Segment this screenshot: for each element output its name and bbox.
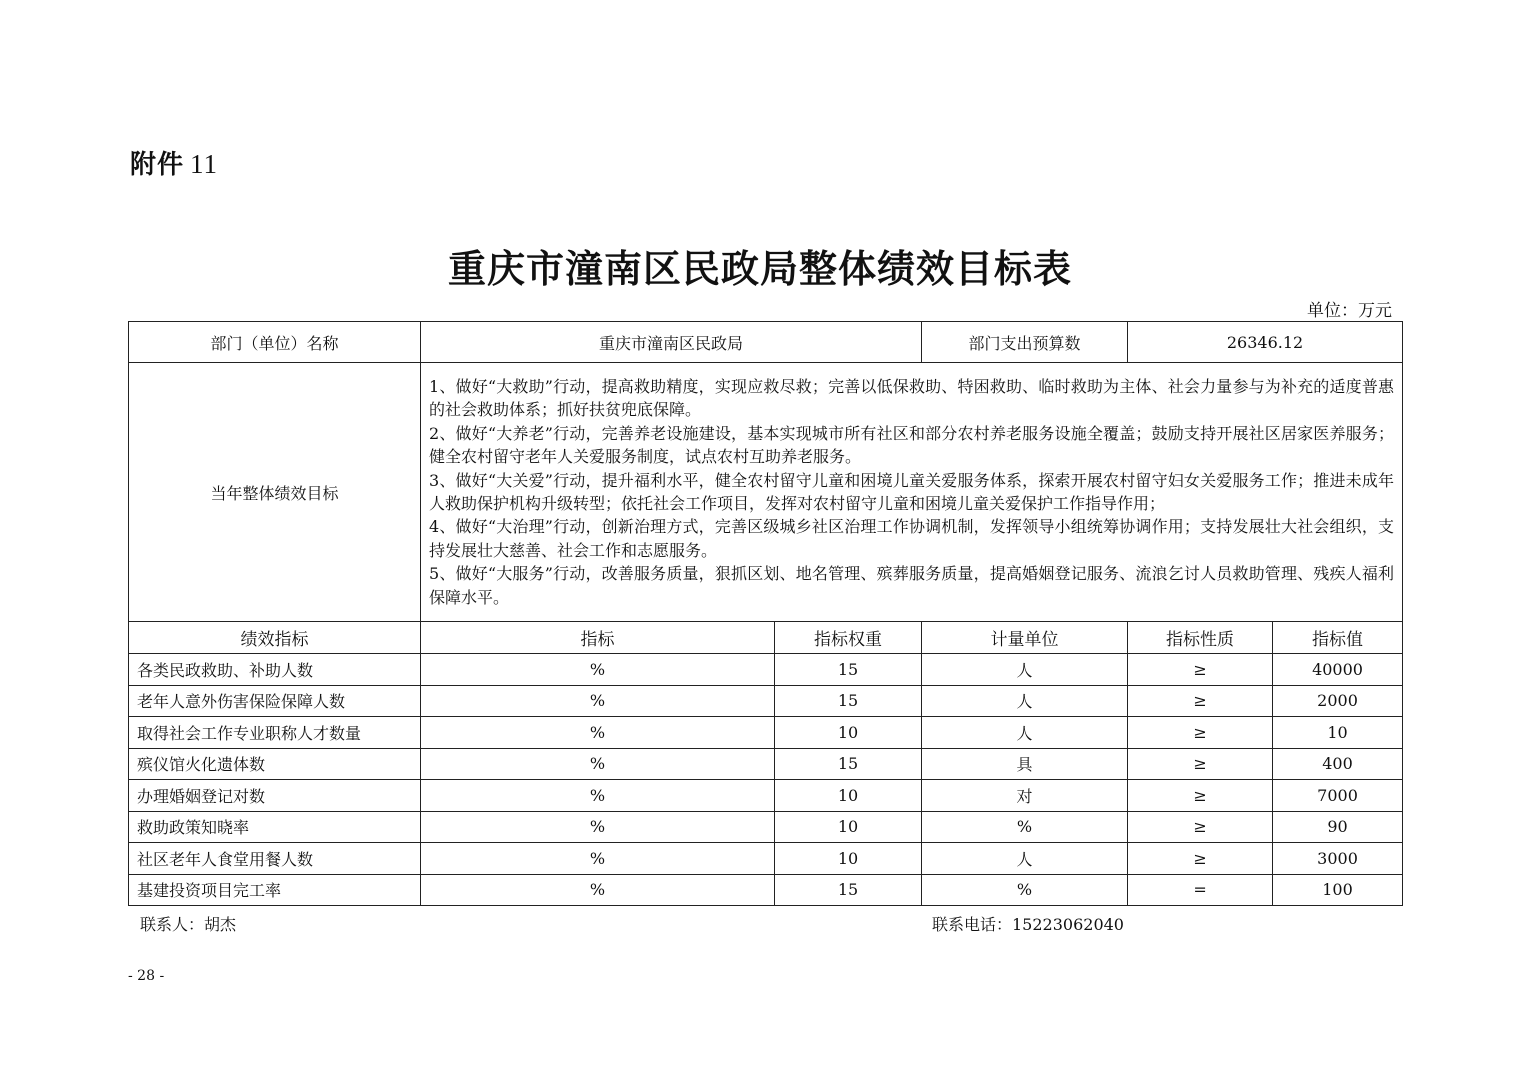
dept-name-value: 重庆市潼南区民政局 <box>421 322 922 363</box>
col-header-value: 指标值 <box>1273 622 1403 654</box>
indicator-unit: 人 <box>922 843 1128 875</box>
goals-content <box>421 363 1403 622</box>
col-header-nature: 指标性质 <box>1128 622 1273 654</box>
table-row <box>129 843 1403 875</box>
page-title: 重庆市潼南区民政局整体绩效目标表 <box>447 247 1072 291</box>
col-header-indicator-name: 绩效指标 <box>129 622 421 654</box>
indicator-type: % <box>421 717 775 749</box>
goal-item-4: 4、做好“大治理”行动，创新治理方式，完善区级城乡社区治理工作协调机制，发挥领导小组统筹协调作用；支持发展壮大社会组织，支持发展壮大慈善、社会工作和志愿服务。 <box>429 517 1395 560</box>
col-header-unit: 计量单位 <box>922 622 1128 654</box>
indicator-weight: 15 <box>775 685 922 717</box>
indicator-name: 救助政策知晓率 <box>129 811 421 843</box>
contact-person: 联系人：胡杰 <box>140 915 237 934</box>
contact-phone: 联系电话：15223062040 <box>932 915 1124 934</box>
indicator-value: 100 <box>1273 874 1403 906</box>
indicator-type: % <box>421 874 775 906</box>
budget-label: 部门支出预算数 <box>922 322 1128 363</box>
col-header-indicator: 指标 <box>421 622 775 654</box>
indicator-name: 殡仪馆火化遗体数 <box>129 748 421 780</box>
indicator-nature: ≥ <box>1128 748 1273 780</box>
budget-value: 26346.12 <box>1128 322 1403 363</box>
indicator-unit: % <box>922 811 1128 843</box>
indicator-value: 400 <box>1273 748 1403 780</box>
goal-item-5: 5、做好“大服务”行动，改善服务质量，狠抓区划、地名管理、殡葬服务质量，提高婚姻登记服务、流浪乞讨人员救助管理、残疾人福利保障水平。 <box>429 564 1395 607</box>
table-row <box>129 780 1403 812</box>
goals-label: 当年整体绩效目标 <box>129 363 421 622</box>
department-row <box>129 322 1403 363</box>
indicator-unit: 对 <box>922 780 1128 812</box>
table-row <box>129 748 1403 780</box>
indicator-name: 社区老年人食堂用餐人数 <box>129 843 421 875</box>
table-row <box>129 685 1403 717</box>
indicator-type: % <box>421 843 775 875</box>
indicator-nature: ≥ <box>1128 780 1273 812</box>
indicator-name: 办理婚姻登记对数 <box>129 780 421 812</box>
indicator-weight: 15 <box>775 654 922 686</box>
goal-item-3: 3、做好“大关爱”行动，提升福利水平，健全农村留守儿童和困境儿童关爱服务体系，探索开展农村留守妇女关爱服务工作；推进未成年人救助保护机构升级转型；依托社会工作项目，发挥对农村留守儿童和困境儿童关爱保护工作指导作用； <box>429 470 1395 513</box>
goal-item-1: 1、做好“大救助”行动，提高救助精度，实现应救尽救；完善以低保救助、特困救助、临时救助为主体、社会力量参与为补充的适度普惠的社会救助体系；抓好扶贫兜底保障。 <box>429 376 1395 420</box>
indicator-unit: 具 <box>922 748 1128 780</box>
indicator-nature: = <box>1128 874 1273 906</box>
indicator-weight: 15 <box>775 748 922 780</box>
dept-name-label: 部门（单位）名称 <box>129 322 421 363</box>
indicator-unit: 人 <box>922 654 1128 686</box>
indicator-value: 7000 <box>1273 780 1403 812</box>
attachment-word: 附件 <box>130 150 185 180</box>
indicator-unit: 人 <box>922 717 1128 749</box>
indicator-weight: 10 <box>775 717 922 749</box>
table-row <box>129 811 1403 843</box>
goal-item-2: 2、做好“大养老”行动，完善养老设施建设，基本实现城市所有社区和部分农村养老服务设施全覆盖；鼓励支持开展社区居家医养服务；健全农村留守老年人关爱服务制度，试点农村互助养老服务。 <box>429 423 1395 467</box>
indicator-value: 2000 <box>1273 685 1403 717</box>
indicator-type: % <box>421 811 775 843</box>
table-row <box>129 717 1403 749</box>
col-header-weight: 指标权重 <box>775 622 922 654</box>
indicator-type: % <box>421 685 775 717</box>
indicator-type: % <box>421 780 775 812</box>
indicator-header-row <box>129 622 1403 654</box>
indicator-unit: % <box>922 874 1128 906</box>
indicator-value: 90 <box>1273 811 1403 843</box>
indicator-name: 取得社会工作专业职称人才数量 <box>129 717 421 749</box>
goals-row <box>129 363 1403 622</box>
indicator-name: 基建投资项目完工率 <box>129 874 421 906</box>
indicator-weight: 10 <box>775 843 922 875</box>
indicator-value: 40000 <box>1273 654 1403 686</box>
indicator-type: % <box>421 748 775 780</box>
indicator-name: 各类民政救助、补助人数 <box>129 654 421 686</box>
table-row <box>129 874 1403 906</box>
performance-table <box>128 321 1403 906</box>
attachment-label <box>130 144 218 181</box>
indicator-nature: ≥ <box>1128 843 1273 875</box>
unit-label: 单位：万元 <box>1307 301 1392 321</box>
indicator-name: 老年人意外伤害保险保障人数 <box>129 685 421 717</box>
indicator-unit: 人 <box>922 685 1128 717</box>
indicator-value: 3000 <box>1273 843 1403 875</box>
attachment-number: 11 <box>190 149 219 179</box>
indicator-weight: 15 <box>775 874 922 906</box>
indicator-nature: ≥ <box>1128 685 1273 717</box>
indicator-value: 10 <box>1273 717 1403 749</box>
indicator-weight: 10 <box>775 811 922 843</box>
indicator-nature: ≥ <box>1128 811 1273 843</box>
indicator-nature: ≥ <box>1128 654 1273 686</box>
page-number: - 28 - <box>128 968 165 984</box>
table-row <box>129 654 1403 686</box>
indicator-type: % <box>421 654 775 686</box>
indicator-nature: ≥ <box>1128 717 1273 749</box>
indicator-weight: 10 <box>775 780 922 812</box>
